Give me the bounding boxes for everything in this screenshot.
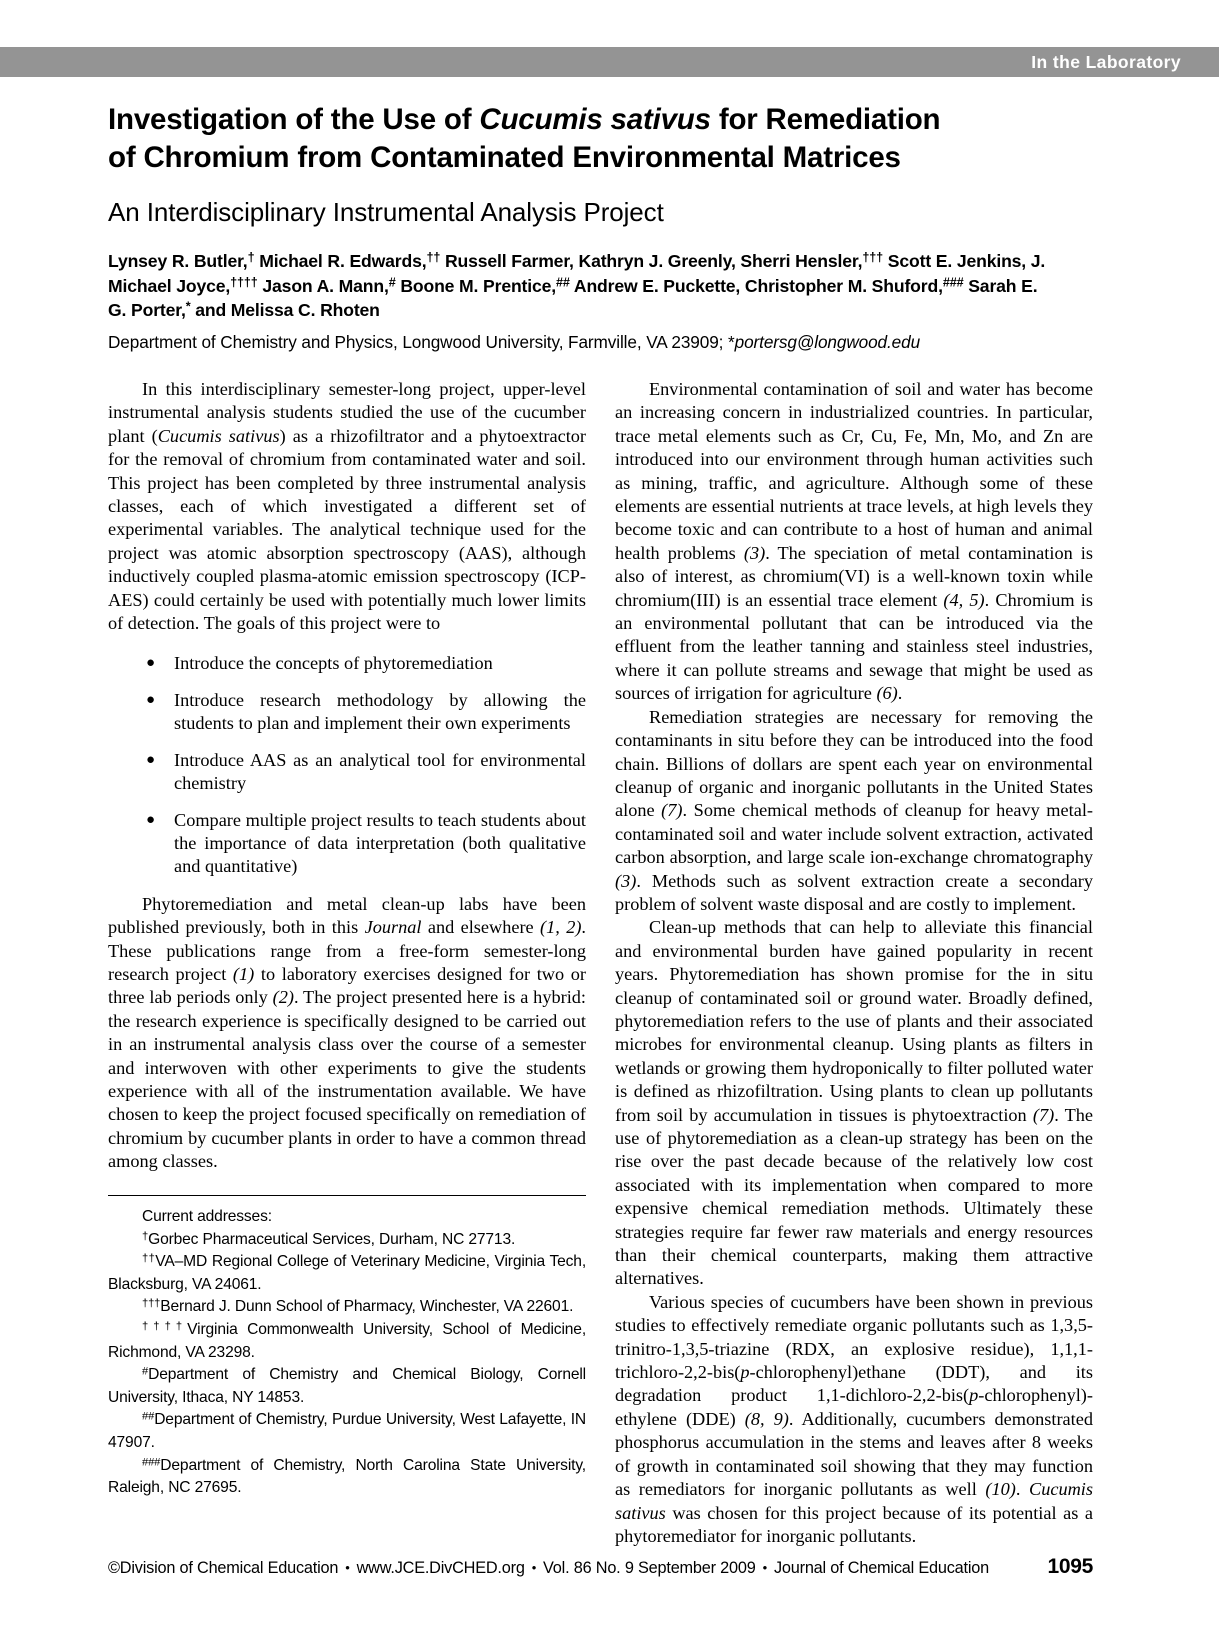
footer-citation <box>108 1557 989 1579</box>
footer-separator-icon: • <box>762 1560 767 1575</box>
list-item <box>108 689 586 736</box>
page-number: 1095 <box>1047 1555 1093 1578</box>
article-subtitle: An Interdisciplinary Instrumental Analysis Project <box>108 197 664 227</box>
author-list: Lynsey R. Butler,† Michael R. Edwards,†† Russell Farmer, Kathryn J. Greenly, Sherri Hensler,††† Scott E. Jenkins, J. Michael Joyce,†††† Jason A. Mann,# Boone M. Prentice,## Andrew E. Puckette, Christopher M. Shuford,### Sarah E. G. Porter,* and Melissa C. Rhoten <box>108 250 1046 320</box>
intro-paragraph-2: Remediation strategies are necessary for removing the contaminants in situ before they can be introduced into the food chain. Billions of dollars are spent each year on environmental cleanup of organic and inorganic pollutants in the United States alone (7). Some chemical methods of cleanup for heavy metal-contaminated soil and water include solvent extraction, activated carbon absorption, and large scale ion-exchange chromatography (3). Methods such as solvent extraction create a secondary problem of solvent waste disposal and are costly to implement. <box>615 706 1093 914</box>
footer-separator-icon: • <box>345 1560 350 1575</box>
bullet-icon: ● <box>146 655 156 672</box>
footer-volume: Vol. 86 No. 9 September 2009 <box>543 1559 756 1577</box>
affiliation <box>108 330 1093 354</box>
footnote-item: ††††Virginia Commonwealth University, School of Medicine, Richmond, VA 23298. <box>108 1320 586 1361</box>
goal-text: Introduce research methodology by allowing the students to plan and implement their own experiments <box>174 689 586 734</box>
footnote-block <box>108 1206 586 1500</box>
page-content <box>108 0 1111 1632</box>
running-head-label: In the Laboratory <box>1031 52 1181 72</box>
project-goals-list <box>108 652 586 878</box>
list-item <box>108 809 586 879</box>
intro-paragraph-3: Clean-up methods that can help to alleviate this financial and environmental burden have gained popularity in recent years. Phytoremediation has shown promise for the in situ cleanup of contaminated soil or ground water. Broadly defined, phytoremediation refers to the use of plants and their associated microbes for environmental cleanup. Using plants as filters in wetlands or growing them hydroponically to filter polluted water is defined as rhizofiltration. Using plants to clean up pollutants from soil by accumulation in tissues is phytoextraction (7). The use of phytoremediation as a clean-up strategy has been on the rise over the past decade because of the relatively low cost associated with its implementation when compared to more expensive chemical remediation methods. Ultimately these strategies require far fewer raw materials and energy resources than their chemical counterparts, making them attractive alternatives. <box>615 917 1094 1289</box>
page-title <box>108 101 1093 177</box>
left-column <box>108 378 586 1174</box>
right-column <box>615 378 1093 1548</box>
list-item <box>108 749 586 796</box>
list-item <box>108 652 586 675</box>
goal-text: Introduce AAS as an analytical tool for environmental chemistry <box>174 749 586 794</box>
page-footer <box>108 1556 1093 1579</box>
abstract-paragraph: In this interdisciplinary semester-long project, upper-level instrumental analysis students studied the use of the cucumber plant (Cucumis sativus) as a rhizofiltrator and a phytoextractor for the removal of chromium from contaminated water and soil. This project has been completed by three instrumental analysis classes, each of which investigated a different set of experimental variables. The analytical technique used for the project was atomic absorption spectroscopy (AAS), although inductively coupled plasma-atomic emission spectroscopy (ICP-AES) could certainly be used with potentially much lower limits of detection. The goals of this project were to <box>108 379 587 634</box>
intro-paragraph-4: Various species of cucumbers have been shown in previous studies to effectively remediate organic pollutants such as 1,3,5-trinitro-1,3,5-triazine (RDX, an explosive residue), 1,1,1-trichloro-2,2-bis(p-chlorophenyl)ethane (DDT), and its degradation product 1,1-dichloro-2,2-bis(p-chlorophenyl)-ethylene (DDE) (8, 9). Additionally, cucumbers demonstrated phosphorus accumulation in the stems and leaves after 8 weeks of growth in contaminated soil showing that they may function as remediators for inorganic pollutants as well (10). Cucumis sativus was chosen for this project because of its potential as a phytoremediator for inorganic pollutants. <box>615 1291 1093 1546</box>
title-line-2: of Chromium from Contaminated Environmental Matrices <box>108 141 901 174</box>
title-line-1-part-a: Investigation of the Use of <box>108 103 480 136</box>
footnote-heading: Current addresses: <box>142 1208 272 1225</box>
footer-separator-icon: • <box>531 1560 537 1575</box>
footnote-item: †††Bernard J. Dunn School of Pharmacy, Winchester, VA 22601. <box>142 1297 574 1316</box>
goal-text: Introduce the concepts of phytoremediation <box>174 653 493 674</box>
footnote-divider <box>108 1195 586 1196</box>
bullet-icon: ● <box>146 751 156 768</box>
footer-website[interactable]: www.JCE.DivCHED.org <box>356 1559 525 1577</box>
intro-paragraph-1: Environmental contamination of soil and water has become an increasing concern in industrialized countries. In particular, trace metal elements such as Cr, Cu, Fe, Mn, Mo, and Zn are introduced into our environment through human activities such as mining, traffic, and agriculture. Although some of these elements are essential nutrients at trace levels, at high levels they become toxic and can contribute to a host of human and animal health problems (3). The speciation of metal contamination is also of interest, as chromium(VI) is a well-known toxin while chromium(III) is an essential trace element (4, 5). Chromium is an environmental pollutant that can be introduced via the effluent from the leather tanning and stainless steel industries, where it can pollute streams and sewage that might be used as sources of irrigation for agriculture (6). <box>615 379 1093 704</box>
footnote-item: ††VA–MD Regional College of Veterinary Medicine, Virginia Tech, Blacksburg, VA 24061. <box>108 1252 587 1293</box>
affiliation-text: Department of Chemistry and Physics, Longwood University, Farmville, VA 23909; * <box>108 331 735 352</box>
footer-copyright: ©Division of Chemical Education <box>108 1559 339 1577</box>
intro-paragraph-2: Phytoremediation and metal clean-up labs have been published previously, both in this Journal and elsewhere (1, 2). These publications range from a free-form semester-long research project (1) to laboratory exercises designed for two or three lab periods only (2). The project presented here is a hybrid: the research experience is specifically designed to be carried out in an instrumental analysis class over the course of a semester and interwoven with other experiments to give the students experience with all of the instrumentation available. We have chosen to keep the project focused specifically on remediation of chromium by cucumber plants in order to have a common thread among classes. <box>108 893 586 1172</box>
title-species-name: Cucumis sativus <box>479 103 711 136</box>
goal-text: Compare multiple project results to teach students about the importance of data interpretation (both qualitative and quantitative) <box>174 809 586 877</box>
footnote-item: ###Department of Chemistry, North Carolina State University, Raleigh, NC 27695. <box>108 1455 586 1497</box>
corresponding-email: portersg@longwood.edu <box>734 331 921 352</box>
bullet-icon: ● <box>146 811 156 828</box>
title-line-1-part-b: for Remediation <box>710 103 941 136</box>
footnote-item: †Gorbec Pharmaceutical Services, Durham, NC 27713. <box>142 1229 516 1248</box>
footer-journal-name: Journal of Chemical Education <box>773 1559 989 1577</box>
footnote-item: ##Department of Chemistry, Purdue University, West Lafayette, IN 47907. <box>108 1410 586 1451</box>
bullet-icon: ● <box>146 691 156 708</box>
footnote-item: #Department of Chemistry and Chemical Biology, Cornell University, Ithaca, NY 14853. <box>108 1365 586 1406</box>
title-block <box>108 101 1093 354</box>
